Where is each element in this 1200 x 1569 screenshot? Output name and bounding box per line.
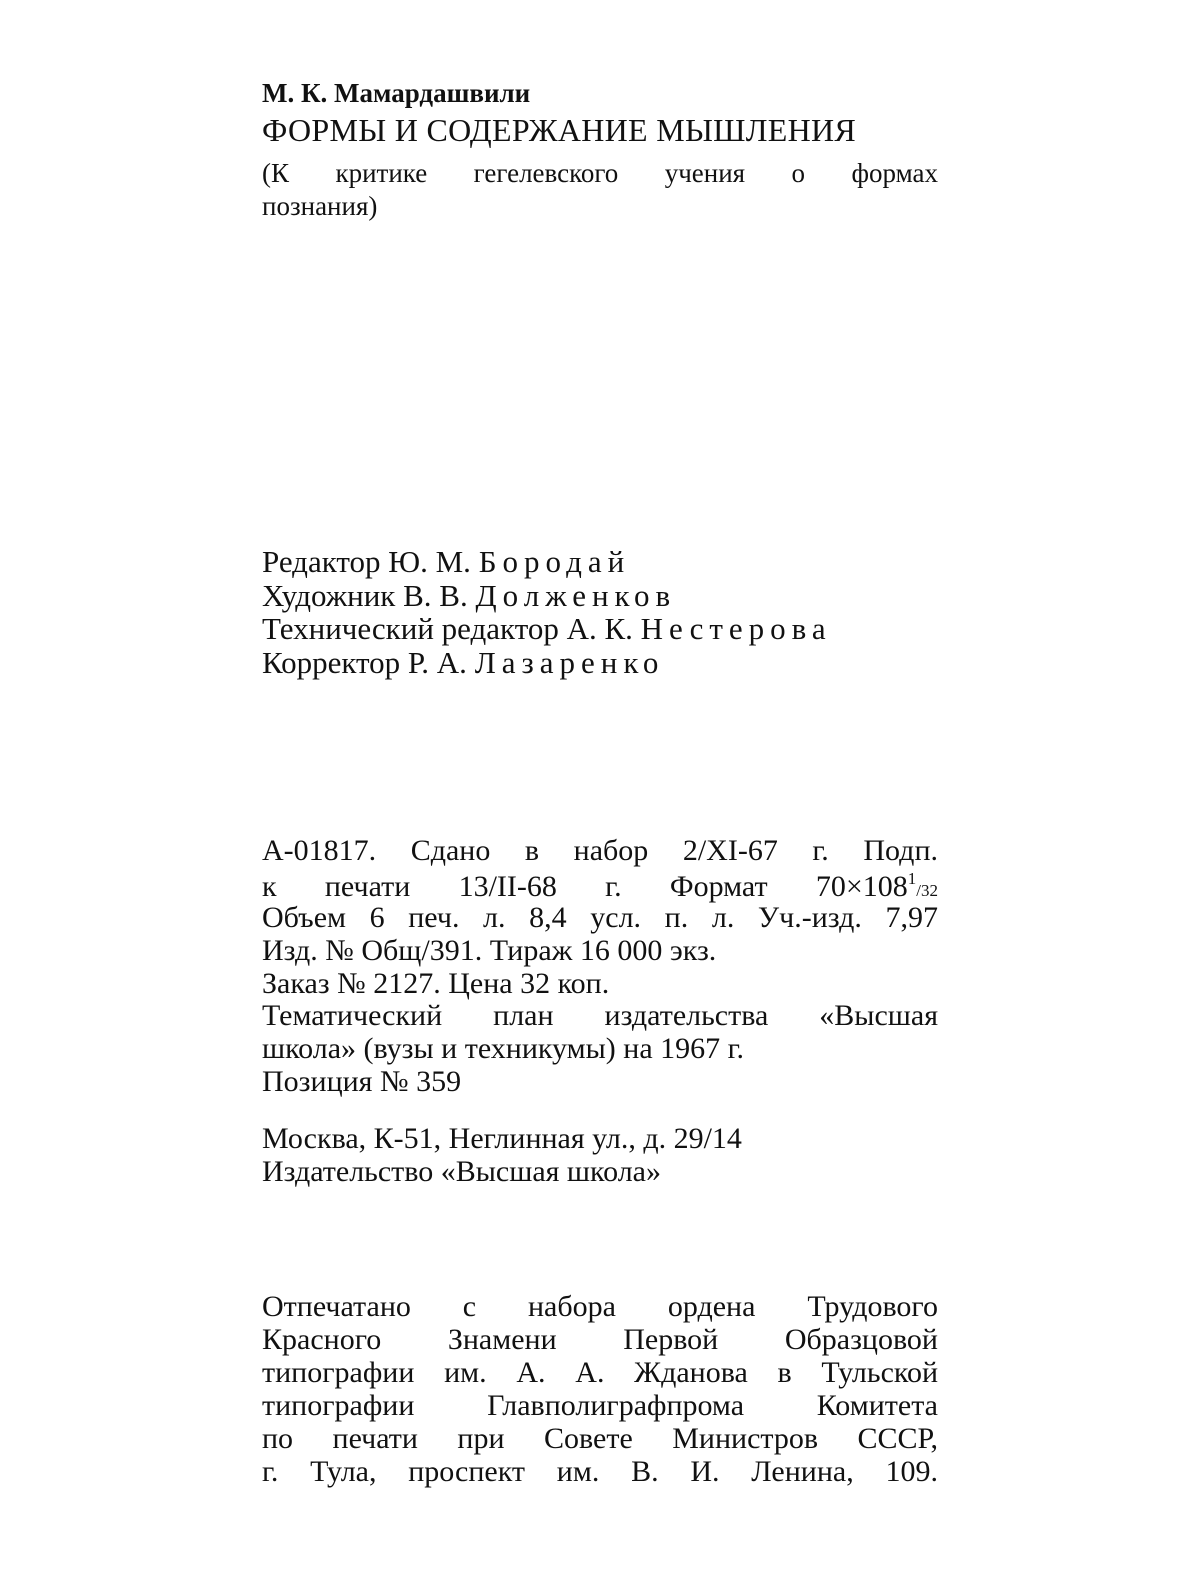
credit-role: Корректор Р. А.	[262, 645, 467, 680]
publisher-address: Москва, К-51, Неглинная ул., д. 29/14	[262, 1122, 742, 1155]
credit-name: Бородай	[478, 544, 631, 579]
book-subtitle-line-2: познания)	[262, 191, 378, 221]
printer-line-2: Красного Знамени Первой Образцовой	[262, 1323, 938, 1356]
credit-name: Долженков	[475, 578, 677, 613]
book-subtitle-line-1: (К критике гегелевского учения о формах	[262, 158, 938, 188]
credit-role: Редактор Ю. М.	[262, 544, 471, 579]
imprint-line-3: Объем 6 печ. л. 8,4 усл. п. л. Уч.-изд. 7,97	[262, 901, 938, 934]
printer-line-6: г. Тула, проспект им. В. И. Ленина, 109.	[262, 1455, 938, 1488]
printer-line-5: по печати при Совете Министров СССР,	[262, 1422, 938, 1455]
credit-editor	[262, 546, 630, 577]
publisher-name: Издательство «Высшая школа»	[262, 1155, 661, 1188]
credit-technical-editor	[262, 613, 832, 644]
credit-name: Нестерова	[640, 611, 832, 646]
credit-proofreader	[262, 647, 664, 678]
book-title: ФОРМЫ И СОДЕРЖАНИЕ МЫШЛЕНИЯ	[262, 112, 857, 148]
credit-name: Лазаренко	[474, 645, 665, 680]
credit-artist	[262, 580, 676, 611]
printer-line-3: типографии им. А. А. Жданова в Тульской	[262, 1356, 938, 1389]
printer-line-1: Отпечатано с набора ордена Трудового	[262, 1290, 938, 1323]
imprint-line-4: Изд. № Общ/391. Тираж 16 000 экз.	[262, 934, 717, 967]
imprint-line-2	[262, 870, 938, 902]
credit-role: Технический редактор А. К.	[262, 611, 633, 646]
author-name: М. К. Мамардашвили	[262, 78, 531, 108]
format-numerator: 1	[907, 869, 917, 888]
imprint-line-5: Заказ № 2127. Цена 32 коп.	[262, 967, 610, 1000]
imprint-line-1: А-01817. Сдано в набор 2/XI-67 г. Подп.	[262, 834, 938, 867]
credit-role: Художник В. В.	[262, 578, 468, 613]
format-denominator: /32	[916, 881, 938, 900]
imprint-line-7: школа» (вузы и техникумы) на 1967 г.	[262, 1032, 745, 1065]
imprint-format-text: к печати 13/II-68 г. Формат 70×108	[262, 870, 908, 903]
printer-line-4: типографии Главполиграфпрома Комитета	[262, 1389, 938, 1422]
imprint-line-6: Тематический план издательства «Высшая	[262, 999, 938, 1032]
imprint-line-8: Позиция № 359	[262, 1065, 462, 1098]
